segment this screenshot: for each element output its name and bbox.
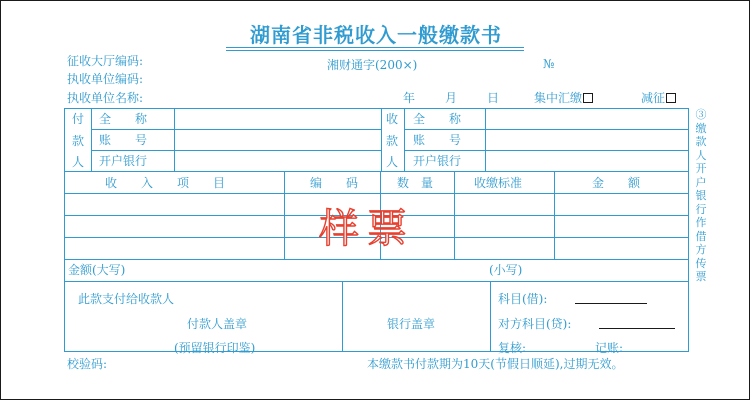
payer-row-divider-1 bbox=[91, 129, 382, 130]
title-underline-top bbox=[226, 47, 524, 48]
payer-account-label: 账 号 bbox=[99, 133, 148, 147]
pay-to-text: 此款支付给收款人 bbox=[78, 292, 175, 306]
bottom-divider-2 bbox=[490, 281, 491, 352]
payer-side-divider bbox=[91, 108, 92, 171]
col-qty-header: 数 量 bbox=[397, 176, 434, 190]
reduced-option bbox=[641, 91, 676, 105]
payee-row-divider-1 bbox=[404, 129, 689, 130]
date-day: 日 bbox=[487, 91, 500, 105]
reduced-checkbox[interactable] bbox=[666, 93, 676, 103]
date-month: 月 bbox=[445, 91, 458, 105]
payee-row-divider-2 bbox=[404, 150, 689, 151]
unit-code-label: 执收单位编码: bbox=[67, 72, 144, 86]
col-amount-header: 金 额 bbox=[592, 176, 641, 190]
payment-period-notice: 本缴款书付款期为10天(节假日顺延),过期无效。 bbox=[367, 357, 624, 371]
copy-side-note: ③缴款人开户银行作借方传票 bbox=[695, 108, 707, 283]
payee-bank-label: 开户银行 bbox=[413, 154, 462, 168]
payer-label-divider bbox=[174, 108, 175, 171]
party-section-bottom bbox=[64, 171, 689, 172]
payer-row-divider-2 bbox=[91, 150, 382, 151]
specimen-stamp: 样票 bbox=[319, 206, 415, 252]
col-divider-qty bbox=[454, 171, 455, 259]
credit-underline bbox=[599, 328, 675, 329]
payer-side-3: 人 bbox=[72, 155, 85, 169]
payer-side-1: 付 bbox=[72, 112, 85, 126]
date-year: 年 bbox=[403, 91, 416, 105]
payer-payee-divider bbox=[381, 108, 382, 171]
check-code-label: 校验码: bbox=[67, 357, 108, 371]
credit-label: 对方科目(贷): bbox=[498, 317, 572, 331]
reduced-label: 减征 bbox=[641, 91, 666, 105]
total-lower-label: (小写) bbox=[489, 263, 523, 277]
payer-seal-label: 付款人盖章 bbox=[187, 317, 248, 331]
payee-side-3: 人 bbox=[386, 155, 399, 169]
form-title: 湖南省非税收入一般缴款书 bbox=[250, 23, 502, 47]
payee-name-label: 全 称 bbox=[413, 112, 462, 126]
payee-account-label: 账 号 bbox=[413, 133, 462, 147]
debit-label: 科目(借): bbox=[498, 292, 548, 306]
payee-side-2: 款 bbox=[386, 134, 399, 148]
items-section-bottom bbox=[64, 259, 689, 260]
hall-code-label: 征收大厅编码: bbox=[67, 54, 144, 68]
payer-side-2: 款 bbox=[72, 134, 85, 148]
bank-seal-reserved-label: (预留银行印鉴) bbox=[174, 341, 256, 355]
col-code-header: 编 码 bbox=[310, 176, 359, 190]
col-standard-header: 收缴标准 bbox=[474, 176, 523, 190]
central-option bbox=[534, 91, 593, 105]
title-underline-bottom bbox=[226, 50, 524, 51]
review-label: 复核: bbox=[498, 341, 527, 355]
items-header-bottom bbox=[64, 193, 689, 194]
total-row-bottom bbox=[64, 281, 689, 282]
col-item-header: 收 入 项 目 bbox=[105, 176, 226, 190]
payee-side-1: 收 bbox=[386, 112, 399, 126]
central-checkbox[interactable] bbox=[583, 93, 593, 103]
payer-bank-label: 开户银行 bbox=[99, 154, 148, 168]
bank-seal-label: 银行盖章 bbox=[387, 317, 436, 331]
central-label: 集中汇缴 bbox=[534, 91, 583, 105]
col-divider-item bbox=[284, 171, 285, 259]
col-divider-standard bbox=[554, 171, 555, 259]
debit-underline bbox=[575, 303, 647, 304]
payee-side-divider bbox=[404, 108, 405, 171]
total-upper-label: 金额(大写) bbox=[68, 263, 126, 277]
bottom-divider-1 bbox=[342, 281, 343, 352]
payee-label-divider bbox=[485, 108, 486, 171]
number-label: № bbox=[543, 57, 555, 71]
bookkeeper-label: 记账: bbox=[595, 341, 624, 355]
payer-name-label: 全 称 bbox=[99, 112, 148, 126]
unit-name-label: 执收单位名称: bbox=[67, 91, 144, 105]
form-subtitle: 湘财通字(200×) bbox=[327, 58, 418, 72]
